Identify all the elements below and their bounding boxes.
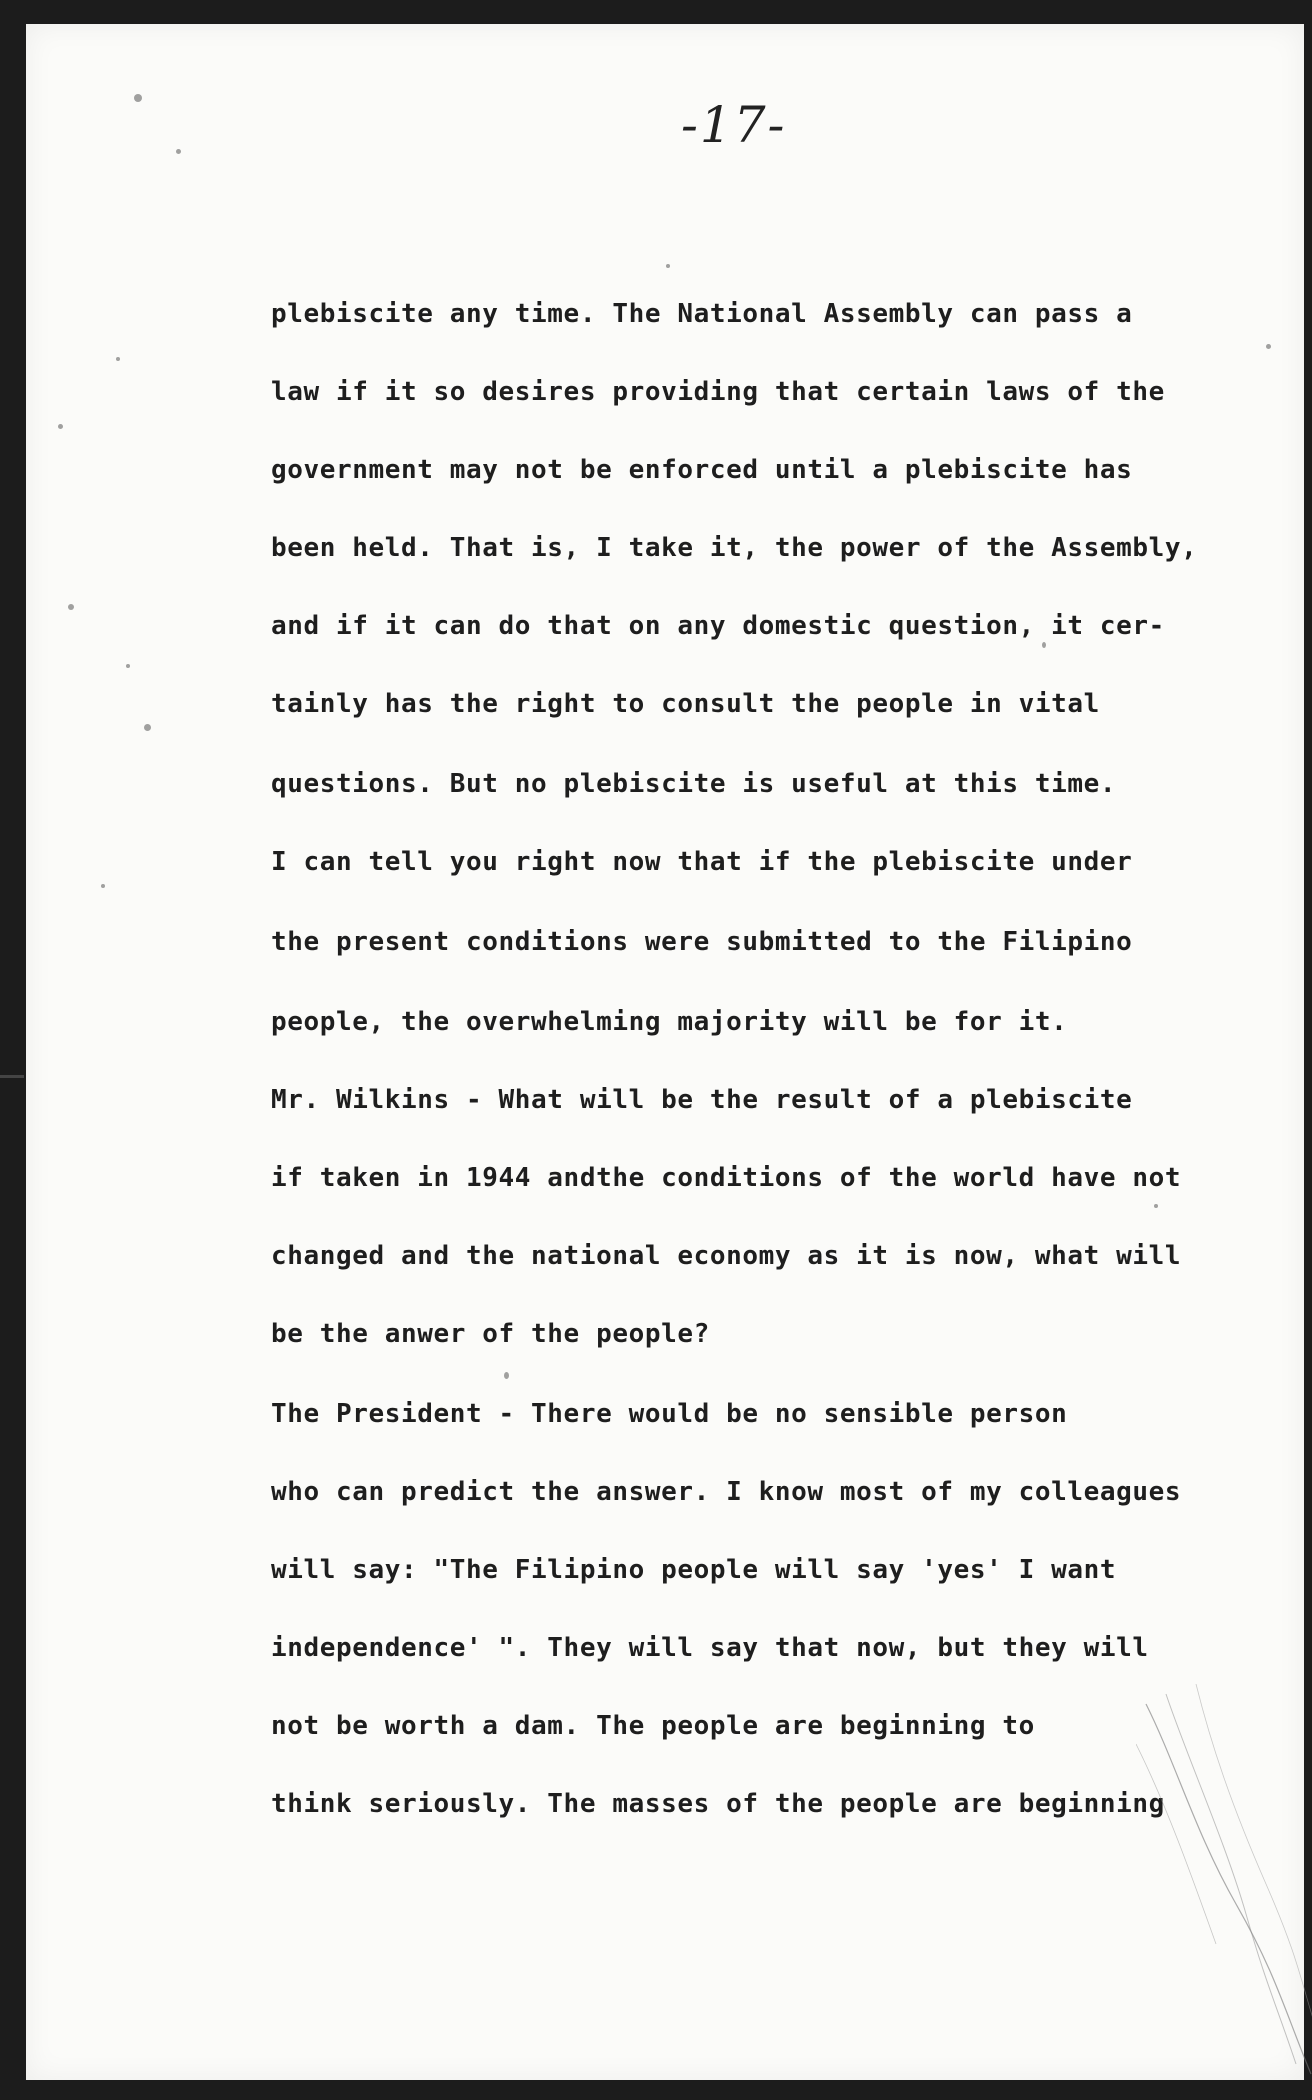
scan-speck (1266, 344, 1271, 349)
text-line-13: changed and the national economy as it is now, what will (271, 1241, 1182, 1271)
scan-speck (134, 94, 142, 102)
scan-speck (1154, 1204, 1158, 1208)
text-line-1: plebiscite any time. The National Assembly can pass a (271, 299, 1133, 329)
text-line-14: be the anwer of the people? (271, 1319, 710, 1349)
text-line-18: independence' ". They will say that now, but they will (271, 1633, 1149, 1663)
scan-speck (101, 884, 105, 888)
text-line-15: The President - There would be no sensible person (271, 1399, 1068, 1429)
scan-speck (666, 264, 670, 268)
text-line-20: think seriously. The masses of the people are beginning (271, 1789, 1165, 1819)
scan-speck (126, 664, 130, 668)
text-line-6: tainly has the right to consult the people in vital (271, 689, 1100, 719)
scan-speck (504, 1372, 509, 1379)
scan-speck (1042, 642, 1046, 648)
scan-speck (58, 424, 63, 429)
text-line-16: who can predict the answer. I know most of my colleagues (271, 1477, 1182, 1507)
page-number: -17- (681, 96, 787, 154)
text-line-12: if taken in 1944 andthe conditions of the world have not (271, 1163, 1182, 1193)
text-line-8: I can tell you right now that if the plebiscite under (271, 847, 1133, 877)
scan-scratches (1136, 1684, 1312, 2084)
scan-speck (144, 724, 151, 731)
text-line-5: and if it can do that on any domestic question, it cer- (271, 611, 1165, 641)
text-line-3: government may not be enforced until a plebiscite has (271, 455, 1133, 485)
text-line-4: been held. That is, I take it, the power of the Assembly, (271, 533, 1198, 563)
text-line-9: the present conditions were submitted to the Filipino (271, 927, 1133, 957)
text-line-11: Mr. Wilkins - What will be the result of a plebiscite (271, 1085, 1133, 1115)
scan-speck (116, 357, 120, 361)
text-line-10: people, the overwhelming majority will be for it. (271, 1007, 1068, 1037)
scan-speck (176, 149, 181, 154)
text-line-7: questions. But no plebiscite is useful at this time. (271, 769, 1117, 799)
edge-mark (0, 1075, 24, 1078)
document-page (26, 24, 1304, 2080)
text-line-17: will say: "The Filipino people will say 'yes' I want (271, 1555, 1117, 1585)
text-line-2: law if it so desires providing that certain laws of the (271, 377, 1165, 407)
scan-speck (68, 604, 74, 610)
text-line-19: not be worth a dam. The people are beginning to (271, 1711, 1035, 1741)
